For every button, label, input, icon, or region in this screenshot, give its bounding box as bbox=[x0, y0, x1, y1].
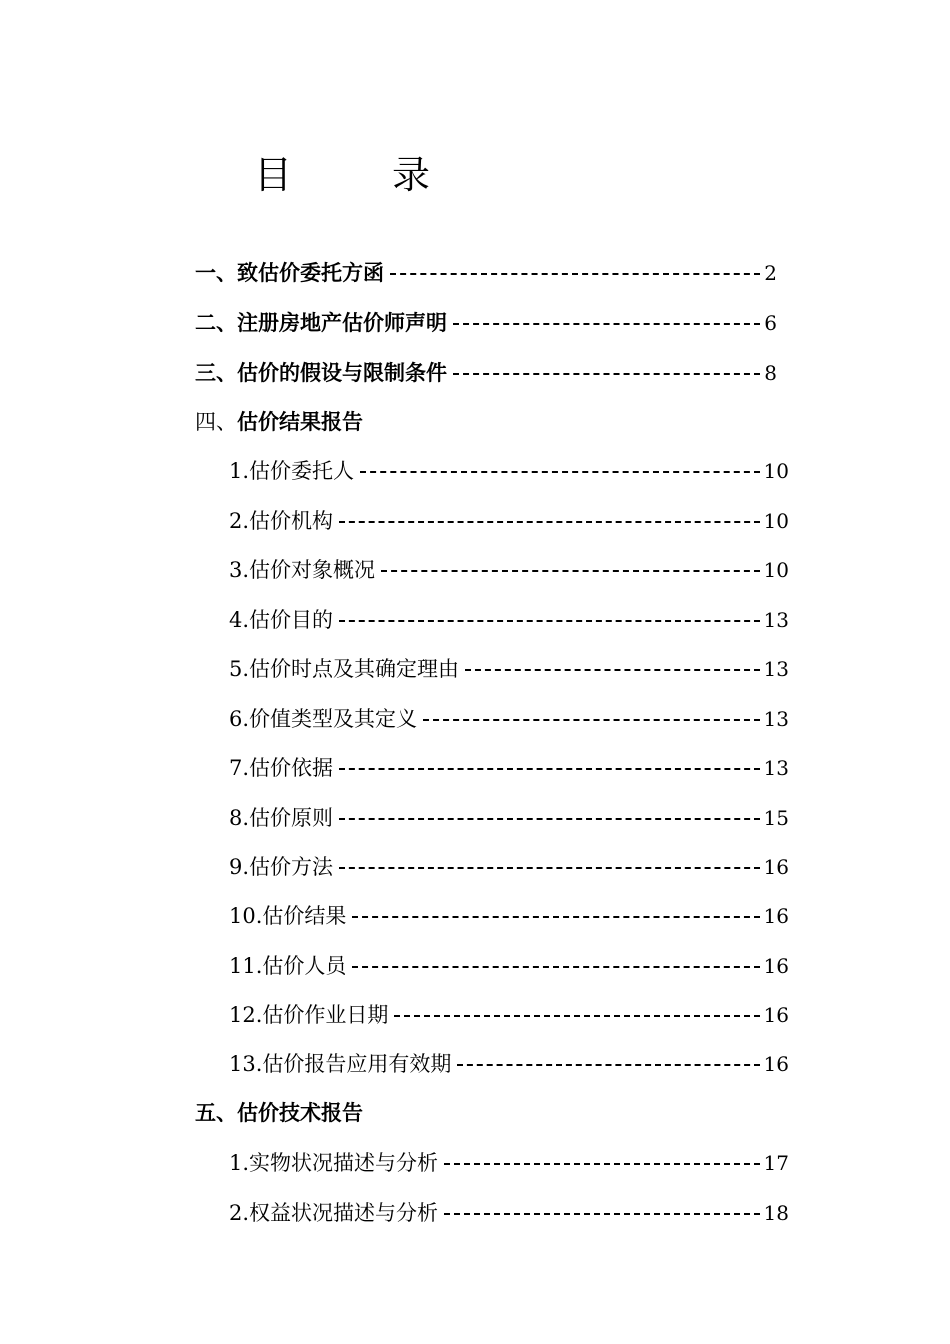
dot-leader bbox=[457, 1064, 759, 1066]
toc-entry-page: 16 bbox=[763, 1003, 789, 1027]
dot-leader bbox=[352, 916, 759, 918]
toc-entry-label: 1.估价委托人 bbox=[229, 459, 355, 483]
page-title bbox=[0, 150, 950, 200]
toc-entry-label: 6.价值类型及其定义 bbox=[229, 707, 418, 731]
toc-heading-section-5[interactable] bbox=[195, 1097, 777, 1129]
toc-entry-section-3[interactable] bbox=[195, 357, 777, 389]
toc-entry-page: 17 bbox=[763, 1151, 789, 1175]
toc-entry-page: 15 bbox=[763, 806, 789, 830]
toc-entry-page: 8 bbox=[764, 361, 777, 385]
toc-entry-page: 16 bbox=[763, 1052, 789, 1076]
toc-entry-4-5[interactable] bbox=[229, 653, 789, 685]
toc-entry-4-12[interactable] bbox=[229, 999, 789, 1031]
toc-entry-page: 13 bbox=[763, 756, 789, 780]
toc-entry-4-9[interactable] bbox=[229, 851, 789, 883]
toc-entry-label: 9.估价方法 bbox=[229, 855, 334, 879]
toc-entry-label: 3.估价对象概况 bbox=[229, 558, 376, 582]
toc-entry-4-13[interactable] bbox=[229, 1048, 789, 1080]
toc-entry-4-11[interactable] bbox=[229, 950, 789, 982]
toc-entry-label: 13.估价报告应用有效期 bbox=[229, 1052, 452, 1076]
toc-heading-label: 五、估价技术报告 bbox=[195, 1101, 363, 1125]
dot-leader bbox=[339, 620, 760, 622]
toc-entry-page: 10 bbox=[763, 509, 789, 533]
dot-leader bbox=[339, 521, 760, 523]
toc-entry-page: 10 bbox=[763, 558, 789, 582]
toc-entry-label: 8.估价原则 bbox=[229, 806, 334, 830]
toc-entry-page: 6 bbox=[764, 311, 777, 335]
toc-entry-4-6[interactable] bbox=[229, 703, 789, 735]
toc-entry-4-8[interactable] bbox=[229, 802, 789, 834]
toc-entry-label: 5.估价时点及其确定理由 bbox=[229, 657, 460, 681]
toc-heading-section-4[interactable] bbox=[195, 406, 777, 438]
toc-entry-page: 18 bbox=[763, 1201, 789, 1225]
toc-entry-label: 11.估价人员 bbox=[229, 954, 347, 978]
dot-leader bbox=[381, 570, 760, 572]
toc-entry-4-10[interactable] bbox=[229, 900, 789, 932]
toc-entry-page: 10 bbox=[763, 459, 789, 483]
dot-leader bbox=[390, 273, 760, 275]
dot-leader bbox=[339, 768, 760, 770]
dot-leader bbox=[444, 1163, 760, 1165]
toc-entry-section-2[interactable] bbox=[195, 307, 777, 339]
toc-entry-4-4[interactable] bbox=[229, 604, 789, 636]
dot-leader bbox=[465, 669, 760, 671]
toc-heading-label: 估价结果报告 bbox=[237, 410, 363, 434]
toc-entry-4-1[interactable] bbox=[229, 455, 789, 487]
dot-leader bbox=[394, 1015, 759, 1017]
dot-leader bbox=[352, 966, 759, 968]
toc-entry-4-2[interactable] bbox=[229, 505, 789, 537]
toc-entry-section-1[interactable] bbox=[195, 257, 777, 289]
dot-leader bbox=[339, 818, 760, 820]
toc-entry-page: 16 bbox=[763, 855, 789, 879]
toc-entry-4-7[interactable] bbox=[229, 752, 789, 784]
toc-entry-label: 1.实物状况描述与分析 bbox=[229, 1151, 439, 1175]
dot-leader bbox=[453, 373, 760, 375]
title-char-1: 目 bbox=[254, 153, 293, 197]
toc-entry-label: 一、致估价委托方函 bbox=[195, 261, 384, 285]
toc-entry-label: 2.权益状况描述与分析 bbox=[229, 1201, 439, 1225]
toc-entry-label: 2.估价机构 bbox=[229, 509, 334, 533]
toc-entry-label: 12.估价作业日期 bbox=[229, 1003, 389, 1027]
toc-entry-label: 10.估价结果 bbox=[229, 904, 347, 928]
toc-entry-label: 4.估价目的 bbox=[229, 608, 334, 632]
title-char-2: 录 bbox=[392, 153, 431, 197]
toc-entry-page: 13 bbox=[763, 657, 789, 681]
toc-entry-5-1[interactable] bbox=[229, 1147, 789, 1179]
toc-entry-page: 13 bbox=[763, 608, 789, 632]
toc-entry-5-2[interactable] bbox=[229, 1197, 789, 1229]
toc-entry-label: 7.估价依据 bbox=[229, 756, 334, 780]
toc-entry-page: 16 bbox=[763, 954, 789, 978]
toc-entry-page: 16 bbox=[763, 904, 789, 928]
dot-leader bbox=[423, 719, 760, 721]
toc-entry-4-3[interactable] bbox=[229, 554, 789, 586]
dot-leader bbox=[360, 471, 760, 473]
toc-entry-label: 三、估价的假设与限制条件 bbox=[195, 361, 447, 385]
dot-leader bbox=[453, 323, 760, 325]
toc-entry-page: 2 bbox=[764, 261, 777, 285]
dot-leader bbox=[339, 867, 760, 869]
dot-leader bbox=[444, 1213, 760, 1215]
toc-entry-page: 13 bbox=[763, 707, 789, 731]
toc-heading-prefix: 四、 bbox=[195, 410, 237, 434]
toc-entry-label: 二、注册房地产估价师声明 bbox=[195, 311, 447, 335]
